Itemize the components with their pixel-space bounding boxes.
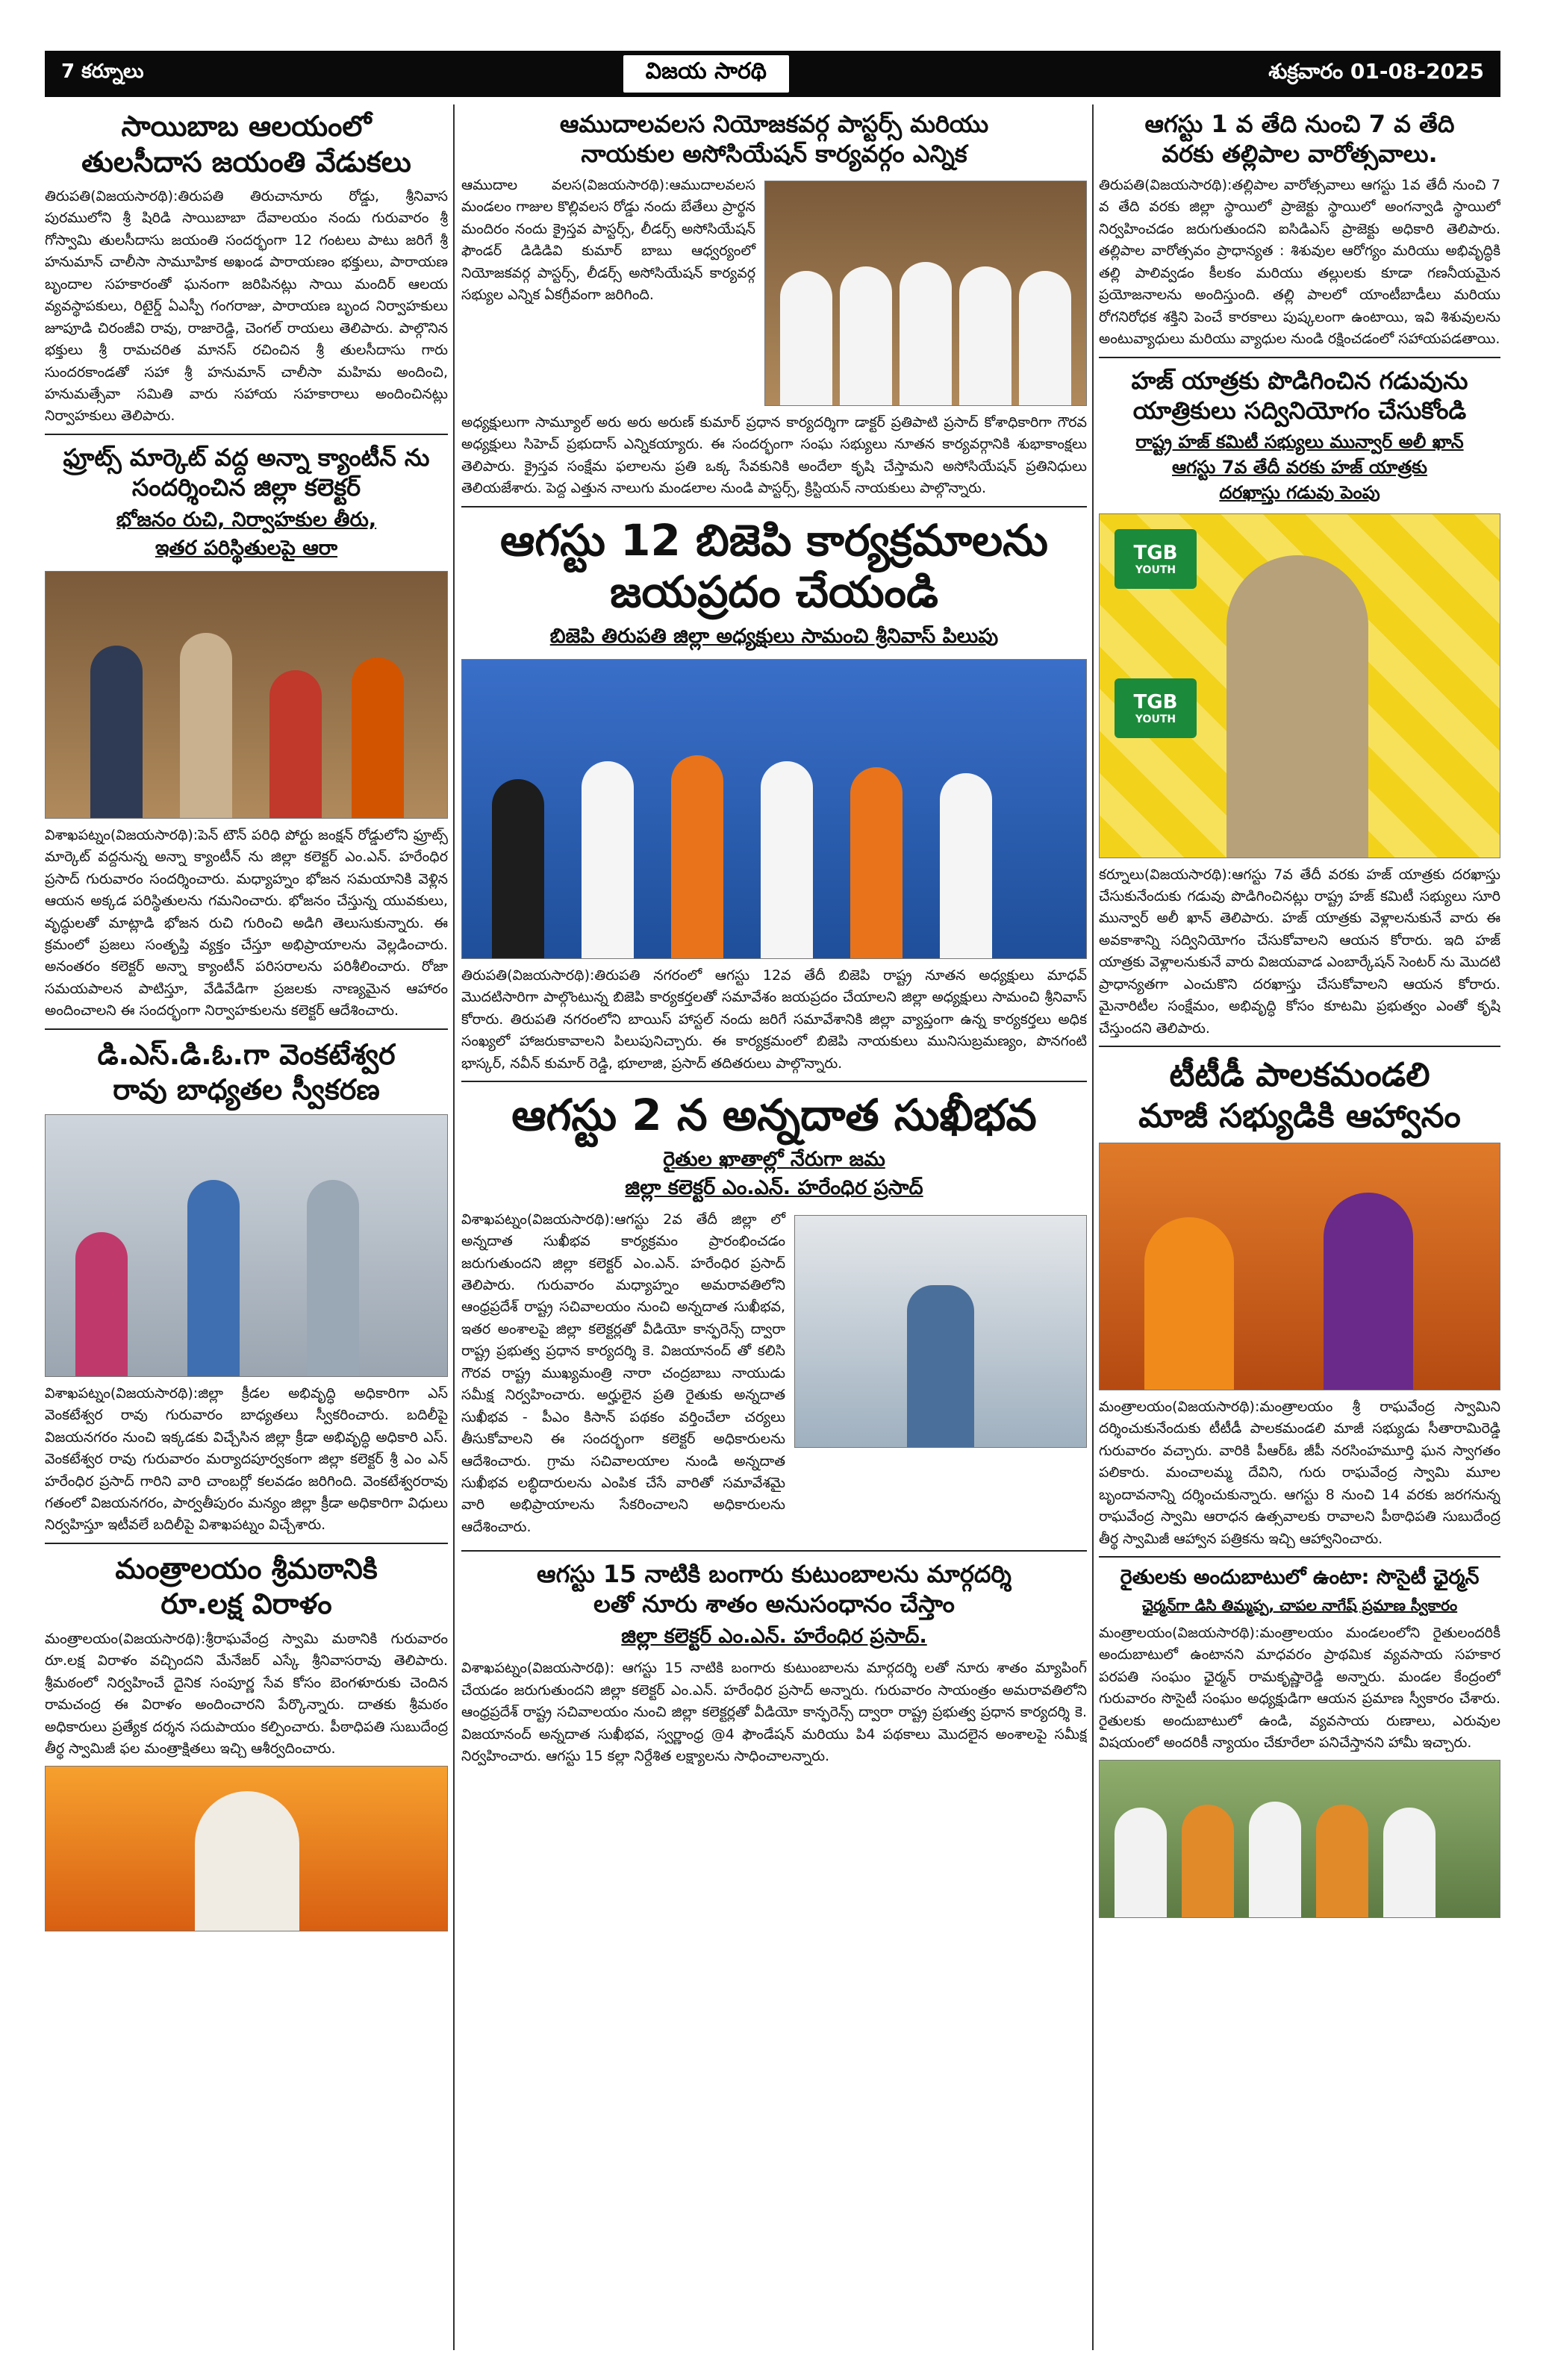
- photo-pastors: [764, 181, 1087, 406]
- headline: ఫ్రూట్స్ మార్కెట్ వద్ద అన్నా క్యాంటీన్ ను సందర్శించిన జిల్లా కలెక్టర్: [63, 443, 430, 502]
- page-label: 7 కర్నూలు: [61, 60, 144, 83]
- article-mantralayam-donation: [45, 1552, 448, 1932]
- article-body: విశాఖపట్నం(విజయసారథి): ఆగస్టు 15 నాటికి బంగారు కుటుంబాలను మార్గదర్శి లతో నూరు శాతం మ్యాపింగ్ చేయడం జరుగుతుందని జిల్లా కలెక్టర్ ఎం.ఎన్. హరేంధిర ప్రసాద్ అన్నారు. గురువారం సాయంత్రం అమరావతిలోని ఆంధ్రప్రదేశ్ రాష్ట్ర సచివాలయం నుంచి జిల్లా కలెక్టర్లతో వీడియో కాన్ఫరెన్స్ ద్వారా రాష్ట్ర ప్రభుత్వ ప్రధాన కార్యదర్శి కె. విజయానంద్ అన్నదాత సుఖీభవ, స్వర్ణాంధ్ర @4 ఫౌండేషన్ మరియు పి4 పథకాలు మొదలైన అంశాలపై సమీక్ష నిర్వహించారు. ఆగస్టు 15 కల్లా నిర్దేశిత లక్ష్యాలను సాధించాలన్నారు.: [461, 1660, 1087, 1765]
- headline: సాయిబాబ ఆలయంలో తులసీదాస జయంతి వేడుకలు: [81, 110, 411, 178]
- headline: ఆగస్టు 12 బిజెపి కార్యక్రమాలను జయప్రదం చేయండి: [500, 514, 1048, 618]
- headline: రైతులకు అందుబాటులో ఉంటా: సొసైటీ ఛైర్మన్: [1120, 1566, 1480, 1590]
- divider: [1099, 357, 1500, 358]
- article-body: విశాఖపట్నం(విజయసారథి):ఆగస్టు 2వ తేదీ జిల్లా లో అన్నదాత సుఖీభవ కార్యక్రమం ప్రారంభించడం జరుగుతుందని జిల్లా కలెక్టర్ ఎం.ఎన్. హరేంధిర ప్రసాద్ తెలిపారు. గురువారం మధ్యాహ్నం అమరావతిలోని ఆంధ్రప్రదేశ్ రాష్ట్ర సచివాలయం నుంచి అన్నదాత సుఖీభవ, ఇతర అంశాలపై జిల్లా కలెక్టర్లతో వీడియో కాన్ఫరెన్స్ ద్వారా రాష్ట్ర ప్రభుత్వ ప్రధాన కార్యదర్శి కె. విజయానంద్ తో కలిసి గౌరవ రాష్ట్ర ముఖ్యమంత్రి నారా చంద్రబాబు నాయుడు సమీక్ష నిర్వహించారు. అర్హులైన ప్రతి రైతుకు అన్నదాత సుఖీభవ - పీఎం కిసాన్ పథకం వర్తించేలా చర్యలు తీసుకోవాలని ఈ సందర్భంగా కలెక్టర్ అధికారులను ఆదేశించారు. గ్రామ సచివాలయాల నుండి అన్నదాత సుఖీభవ లబ్ధిదారులను ఎంపిక చేసే వారితో సమావేశమై వారి అభిప్రాయాలను సేకరించాలని అధికారులను ఆదేశించారు.: [461, 1211, 785, 1535]
- headline: టీటీడీ పాలకమండలి మాజీ సభ్యుడికి ఆహ్వానం: [1138, 1056, 1461, 1135]
- article-hajj: [1099, 366, 1500, 1040]
- article-body: మంత్రాలయం(విజయసారథి):మంత్రాలయం శ్రీ రాఘవేంద్ర స్వామిని దర్శించుకునేందుకు టీటీడీ పాలకమండలి మాజీ సభ్యుడు సీతారామిరెడ్డి గురువారం వచ్చారు. వారికి పీఆర్ఓ జీపీ నరసింహమూర్తి ఘన స్వాగతం పలికారు. మంచాలమ్మ దేవిని, గురు రాఘవేంద్ర స్వామి మూల బృందావనాన్ని దర్శించుకున్నారు. ఆగస్టు 8 నుంచి 14 వరకు జరగనున్న రాఘవేంద్ర స్వామి ఆరాధన ఉత్సవాలకు రావాలని పీఠాధిపతి సుబుదేంద్ర తీర్థ స్వామిజీ ఆహ్వాన పత్రికను ఇచ్చి ఆహ్వానించారు.: [1099, 1399, 1500, 1547]
- divider: [461, 1081, 1087, 1082]
- divider: [45, 434, 448, 435]
- tgb-logo: TGB YOUTH: [1115, 678, 1197, 738]
- article-annadata-sukhibhava: [461, 1090, 1087, 1544]
- article-body: విశాఖపట్నం(విజయసారథి):జిల్లా క్రీడల అభివృద్ధి అధికారిగా ఎస్ వెంకటేశ్వర రావు గురువారం బాధ్యతలు స్వీకరించారు. బదిలీపై విజయనగరం నుంచి ఇక్కడకు విచ్చేసిన జిల్లా క్రీడా అభివృద్ధి అధికారి ఎస్. వెంకటేశ్వర రావు గురువారం మర్యాదపూర్వకంగా జిల్లా కలెక్టర్ శ్రీ ఎం ఎన్ హరేంధిర ప్రసాద్ గారిని వారి చాంబర్లో కలవడం జరిగింది. వెంకటేశ్వరరావు గతంలో విజయనగరం, పార్వతీపురం మన్యం జిల్లా క్రీడా అధికారిగా విధులు నిర్వహిస్తూ ఇటీవలే బదిలీపై విశాఖపట్నం విచ్చేశారు.: [45, 1384, 448, 1534]
- article-body: మంత్రాలయం(విజయసారథి):మంత్రాలయం మండలంలోని రైతులందరికీ అందుబాటులో ఉంటానని మాధవరం ప్రాథమిక వ్యవసాయ సహకార పరపతి సంఘం ఛైర్మన్ రామకృష్ణారెడ్డి అన్నారు. మండల కేంద్రంలో గురువారం సొసైటీ సంఘం అధ్యక్షుడిగా ఆయన ప్రమాణ స్వీకారం చేశారు. రైతులకు అందుబాటులో ఉండి, వ్యవసాయ రుణాలు, ఎరువుల విషయంలో అందరికీ న్యాయం చేకూరేలా పనిచేస్తానని హామీ ఇచ్చారు.: [1099, 1624, 1500, 1751]
- article-pastors-association: [461, 109, 1087, 500]
- divider: [1099, 1556, 1500, 1558]
- article-ttd-invitation: [1099, 1055, 1500, 1550]
- article-body: ఆముదాల వలస(విజయసారథి):ఆముదాలవలస మండలం గాజుల కొల్లివలస రోడ్డు నందు బేతేలు ప్రార్థన మందిరం నందు క్రైస్తవ పాస్టర్స్, లీడర్స్ అసోసియేషన్ ఫౌండర్ డిడిడివి కుమార్ బాబు ఆధ్వర్యంలో నియోజకవర్గ పాస్టర్స్, లీడర్స్ అసోసియేషన్ కార్యవర్గ సభ్యుల ఎన్నిక ఏకగ్రీవంగా జరిగింది.: [461, 177, 755, 304]
- divider: [45, 1543, 448, 1544]
- headline: డి.ఎస్.డి.ఓ.గా వెంకటేశ్వర రావు బాధ్యతల స్వీకరణ: [97, 1037, 396, 1107]
- photo-canteen: [45, 571, 448, 819]
- article-body: తిరుపతి(విజయసారథి):తిరుపతి నగరంలో ఆగస్టు 12వ తేదీ బిజెపి రాష్ట్ర నూతన అధ్యక్షులు మాధవ్ మొదటిసారిగా పాల్గొంటున్న బిజెపి కార్యకర్తలతో సమావేశం జయప్రదం చేయాలని జిల్లా అధ్యక్షులు సామంచి శ్రీనివాస్ కోరారు. తిరుపతి నగరంలోని బాయిస్ హాస్టల్ నందు జరిగే సమావేశానికి జిల్లా వ్యాప్తంగా ఉన్న కార్యకర్తలు అధిక సంఖ్యలో హాజరుకావాలని పిలుపునిచ్చారు. ఈ కార్యక్రమంలో బిజెపి నాయకులు మునిసుబ్రమణ్యం, పొనగంటి భాస్కర్, నవీన్ కుమార్ రెడ్డి, భూలాజి, ప్రసాద్ తదితరులు పాల్గొన్నారు.: [461, 966, 1087, 1072]
- divider: [461, 506, 1087, 507]
- article-body: తిరుపతి(విజయసారథి):తిరుపతి తిరుచానూరు రోడ్డు, శ్రీనివాస పురములోని శ్రీ షిరిడి సాయిబాబా దేవాలయం నందు గురువారం శ్రీ గోస్వామి తులసీదాసు జయంతి సందర్భంగా 12 గంటలు పాటు జరిగే శ్రీ హనుమాన్ చాలీసా సామూహిక అఖండ పారాయణం భక్తులు, పారాయణ బృందాల సహకారంతో ఘనంగా జరిపినట్లు సాయి మందిర్ ఆలయ వ్యవస్థాపకులు, రిటైర్డ్ ఏఎస్పీ గంగరాజు, పారాయణ బృంద నిర్వాహకులు జూపూడి చిరంజీవి రావు, రాజారెడ్డి, చెంగల్ రాయలు తెలిపారు. పాల్గొనిన భక్తులు శ్రీ రామచరిత మానస్ రచించిన శ్రీ తులసీదాసు గారు సుందరకాండతో సహా శ్రీ హనుమాన్ చాలీసా మహిమ అందించి, హనుమత్సేవా సమితి వారు సహాయ సహకారాలు అందించినట్లు నిర్వాహకులు తెలిపారు.: [45, 188, 448, 425]
- subheadline: ఛైర్మన్‌గా డిసి తిమ్మప్ప, చాపల నాగేష్ ప్రమాణ స్వీకారం: [1141, 1596, 1458, 1614]
- photo-video-conference: [794, 1215, 1087, 1448]
- subheadline: బిజెపి తిరుపతి జిల్లా అధ్యక్షులు సామంచి శ్రీనివాస్ పిలుపు: [549, 624, 999, 648]
- headline: ఆముదాలవలస నియోజకవర్గ పాస్టర్స్ మరియు నాయకుల అసోసియేషన్ కార్యవర్గం ఎన్నిక: [559, 110, 989, 168]
- photo-bjp-event: [461, 659, 1087, 959]
- photo-tgb-backdrop: [1099, 513, 1500, 858]
- subheadline: భోజనం రుచి, నిర్వాహకుల తీరు, ఇతర పరిస్థితులపై ఆరా: [116, 507, 377, 560]
- article-body: తిరుపతి(విజయసారథి):తల్లిపాల వారోత్సవాలు ఆగస్టు 1వ తేదీ నుంచి 7 వ తేది వరకు జిల్లా స్థాయిలో ప్రాజెక్టు స్థాయిలో అంగన్వాడి స్థాయిలో నిర్వహించడం జరుగుతుందని ఐసిడిఎస్ ప్రాజెక్టు అధికారి తెలిపారు. తల్లిపాల వారోత్సవం ప్రాధాన్యత : శిశువుల ఆరోగ్యం మరియు అభివృద్ధికి తల్లి పాలివ్వడం కీలకం మరియు తల్లులకు కూడా గణనీయమైన ప్రయోజనాలను అందిస్తుంది. తల్లి పాలలో యాంటీబాడీలు మరియు రోగనిరోధక శక్తిని పెంచే కారకాలు పుష్కలంగా ఉంటాయి, ఇవి శిశువులను అంటువ్యాధులు మరియు వ్యాధుల నుండి రక్షించడంలో సహాయపడతాయి.: [1099, 177, 1500, 348]
- divider: [45, 1028, 448, 1030]
- article-body: విశాఖపట్నం(విజయసారథి):పెన్ టౌన్ పరిధి పోర్టు జంక్షన్ రోడ్డులోని ఫ్రూట్స్ మార్కెట్ వద్దనున్న అన్నా క్యాంటీన్ ను జిల్లా కలెక్టర్ ఎం.ఎన్. హరేంధిర ప్రసాద్ గురువారం సందర్శించారు. మధ్యాహ్నం భోజన సమయానికి వెళ్లిన ఆయన అక్కడ పరిస్థితులను గమనించారు. భోజనం చేస్తున్న యువకులు, వృద్ధులతో మాట్లాడి భోజన రుచి గురించి అడిగి తెలుసుకున్నారు. ఈ క్రమంలో ప్రజలు సంతృప్తి వ్యక్తం చేస్తూ అభిప్రాయాలను వెల్లడించారు. అనంతరం కలెక్టర్ అన్నా క్యాంటీన్ పరిసరాలను పరిశీలించారు. రోజా సమయపాలన పాటిస్తూ, వేడివేడిగా ప్రజలకు నాణ్యమైన ఆహారం అందించాలని ఈ సందర్భంగా నిర్వాహకులను కలెక్టర్ ఆదేశించారు.: [45, 826, 448, 1019]
- divider: [461, 1550, 1087, 1552]
- column-divider: [453, 104, 455, 2350]
- headline: మంత్రాలయం శ్రీమఠానికి రూ.లక్ష విరాళం: [115, 1552, 378, 1621]
- article-sai-temple: [45, 109, 448, 428]
- masthead: [45, 51, 1500, 97]
- subheadline: జిల్లా కలెక్టర్ ఎం.ఎన్. హరేంధిర ప్రసాద్.: [621, 1625, 927, 1649]
- column-divider: [1092, 104, 1094, 2350]
- photo-temple: [1099, 1143, 1500, 1390]
- tgb-logo: TGB YOUTH: [1115, 529, 1197, 589]
- subheadline: రైతుల ఖాతాల్లో నేరుగా జమ జిల్లా కలెక్టర్ ఎం.ఎన్. హరేంధిర ప్రసాద్: [625, 1147, 923, 1199]
- headline: ఆగస్టు 1 వ తేది నుంచి 7 వ తేది వరకు తల్లిపాల వారోత్సవాలు.: [1144, 110, 1455, 168]
- photo-donor: [45, 1766, 448, 1931]
- newspaper-name: విజయ సారథి: [623, 55, 789, 93]
- article-body: కర్నూలు(విజయసారథి):ఆగస్టు 7వ తేదీ వరకు హజ్ యాత్రకు దరఖాస్తు చేసుకునేందుకు గడువు పొడిగించినట్లు రాష్ట్ర హజ్ కమిటీ సభ్యులు సూరి మున్వార్ అలీ ఖాన్ తెలిపారు. హజ్ యాత్రకు వెళ్లాలనుకునే వారు ఈ అవకాశాన్ని సద్వినియోగం చేసుకోవాలని ఆయన కోరారు. ఇది హజ్ యాత్రకు వెళ్లాలనుకునే వారు విజయవాడ ఎంబార్కేషన్ సెంటర్ ను మొదటి ప్రాధాన్యతగా ఎంచుకొని దరఖాస్తు చేసుకోవాలని ఆయన కోరారు. మైనారిటీల సంక్షేమం, అభివృద్ధి కోసం కూటమి ప్రభుత్వం ఎంతో కృషి చేస్తుందని తెలిపారు.: [1099, 866, 1500, 1037]
- article-body: అధ్యక్షులుగా సామ్యూల్ అరు అరు అరుణ్ కుమార్ ప్రధాన కార్యదర్శిగా డాక్టర్ ప్రతిపాటి ప్రసాద్ కోశాధికారిగా గౌరవ అధ్యక్షులు సిహెచ్ ప్రభుదాస్ ఎన్నికయ్యారు. ఈ సందర్భంగా సంఘ సభ్యులు నూతన కార్యవర్గానికి శుభాకాంక్షలు తెలిపారు. క్రైస్తవ సంక్షేమ ఫలాలను ప్రతి ఒక్క సేవకునికి అందేలా కృషి చేస్తామని అసోసియేషన్ ప్రతినిధులు తెలియజేశారు. పెద్ద ఎత్తున నాలుగు మండలాల నుండి పాస్టర్స్, క్రిస్టియన్ నాయకులు పాల్గొన్నారు.: [461, 414, 1087, 497]
- photo-society-group: [1099, 1760, 1500, 1918]
- column-middle: [461, 104, 1087, 2350]
- article-bjp-august-12: [461, 515, 1087, 1075]
- article-golden-families: [461, 1559, 1087, 1767]
- issue-date: శుక్రవారం 01-08-2025: [1268, 59, 1484, 84]
- headline: హజ్ యాత్రకు పొడిగించిన గడువును యాత్రికులు సద్వినియోగం చేసుకోండి: [1131, 366, 1468, 425]
- column-right: [1099, 104, 1500, 2350]
- column-left: [45, 104, 448, 2350]
- article-dsdo: [45, 1037, 448, 1537]
- subheadline: రాష్ట్ర హజ్ కమిటీ సభ్యులు మున్వార్ అలీ ఖాన్ ఆగస్టు 7వ తేదీ వరకు హజ్ యాత్రకు దరఖాస్తు గడువు పెంపు: [1135, 431, 1464, 503]
- photo-office: [45, 1114, 448, 1377]
- headline: ఆగస్టు 15 నాటికి బంగారు కుటుంబాలను మార్గదర్శి లతో నూరు శాతం అనుసంధానం చేస్తాం: [537, 1560, 1011, 1619]
- article-anna-canteen: [45, 443, 448, 1022]
- headline: ఆగస్టు 2 న అన్నదాత సుఖీభవ: [511, 1090, 1037, 1141]
- divider: [1099, 1046, 1500, 1047]
- article-body: మంత్రాలయం(విజయసారథి):శ్రీరాఘవేంద్ర స్వామి మఠానికి గురువారం రూ.లక్ష విరాళం వచ్చిందని మేనేజర్ ఎస్కే శ్రీనివాసరావు తెలిపారు. శ్రీమఠంలో నిర్వహించే దైనిక సంపూర్ణ సేవ కోసం బెంగళూరుకు చెందిన రామచంద్ర ఈ విరాళం అందించారని పేర్కొన్నారు. దాతకు శ్రీమఠం అధికారులు ప్రత్యేక దర్శన సదుపాయం కల్పించారు. పీఠాధిపతి సుబుదేంద్ర తీర్థ స్వామిజీ ఫల మంత్రాక్షితలు ఇచ్చి ఆశీర్వదించారు.: [45, 1630, 448, 1757]
- article-breastfeeding-week: [1099, 109, 1500, 351]
- article-society-chairman: [1099, 1565, 1500, 1918]
